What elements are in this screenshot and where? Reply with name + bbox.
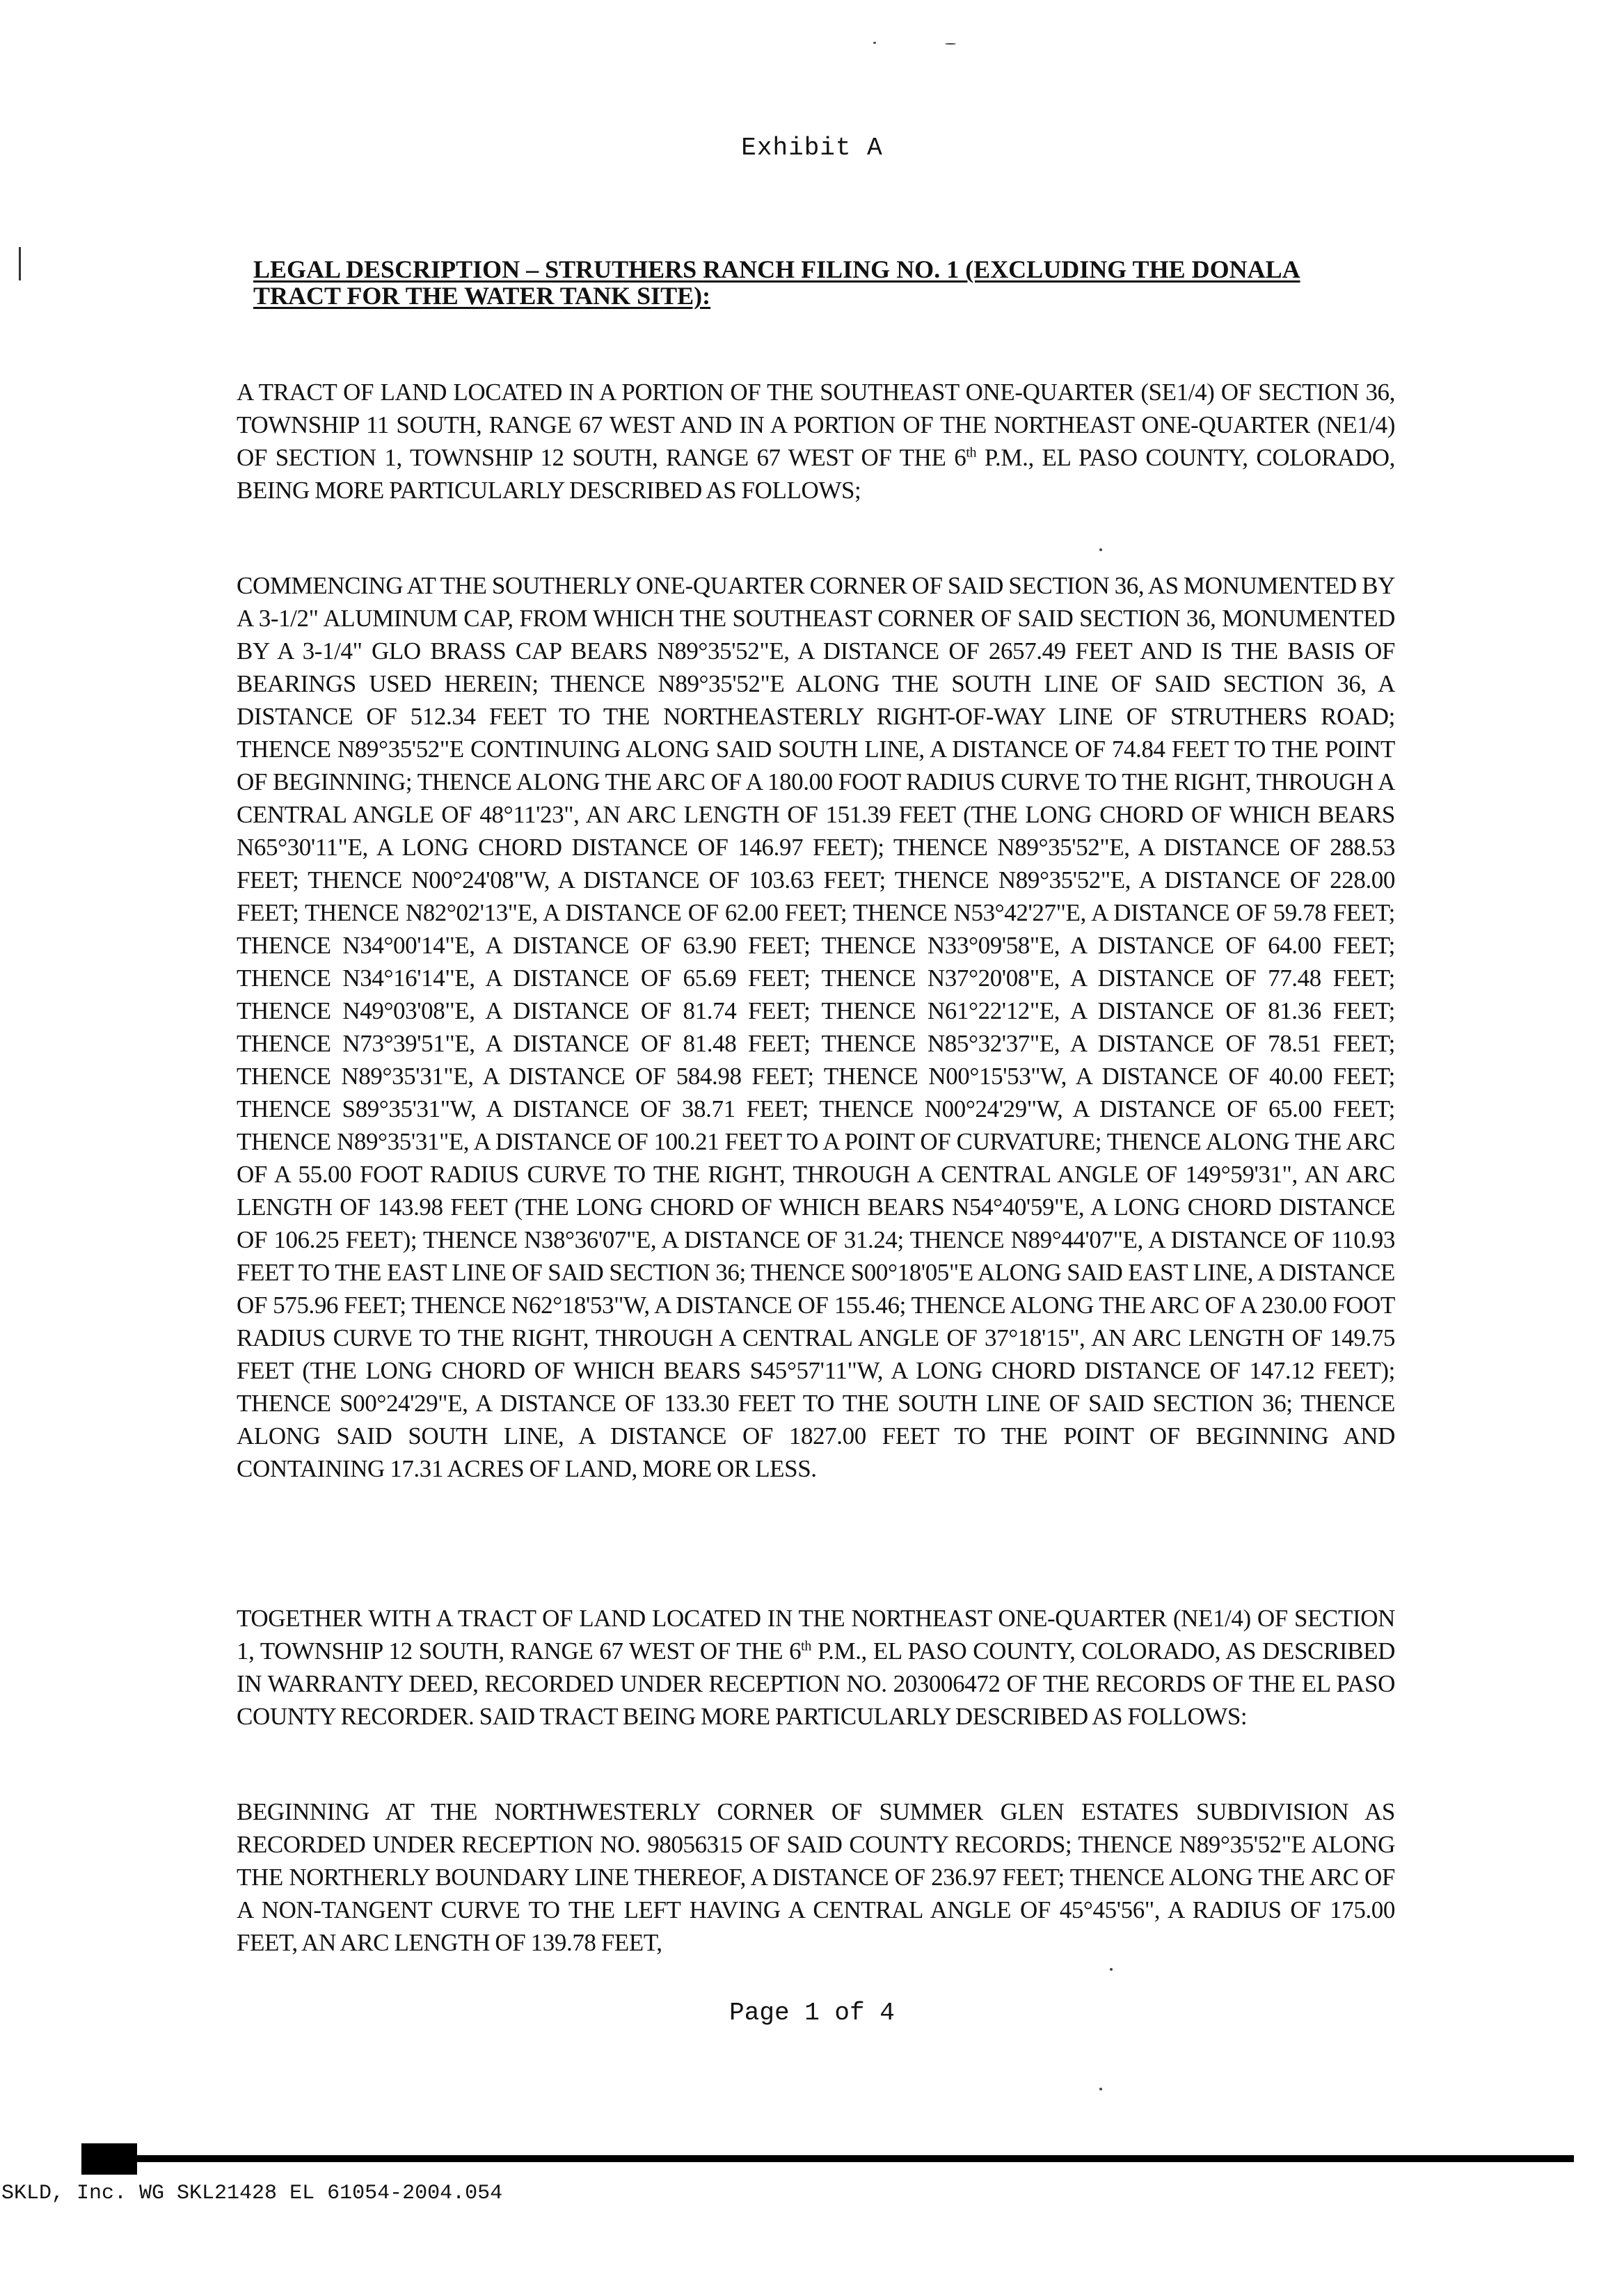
scan-speck [945,43,956,45]
scan-bar [81,2155,1574,2162]
margin-mark [19,247,21,280]
footer-reference: SKLD, Inc. WG SKL21428 EL 61054-2004.054 [1,2182,503,2205]
paragraph-tract-description: A TRACT OF LAND LOCATED IN A PORTION OF THE SOUTHEAST ONE-QUARTER (SE1/4) OF SECTION 36, TOWNSHIP 11 SOUTH, RANGE 67 WEST AND IN A PORTION OF THE NORTHEAST ONE-QUARTER (NE1/4) OF SECTION 1, TOWNSHIP 12 SOUTH, RANGE 67 WEST OF THE 6th P.M., EL PASO COUNTY, COLORADO, BEING MORE PARTICULARLY DESCRIBED AS FOLLOWS; [237,379,1395,504]
page-number: Page 1 of 4 [729,1999,895,2027]
heading-line-2: TRACT FOR THE WATER TANK SITE): [253,282,711,310]
paragraph-commencing: COMMENCING AT THE SOUTHERLY ONE-QUARTER CORNER OF SAID SECTION 36, AS MONUMENTED BY A 3-1/2" ALUMINUM CAP, FROM WHICH THE SOUTHEAST CORNER OF SAID SECTION 36, MONUMENTED BY A 3-1/4" GLO BRASS CAP BEARS N89°35'52"E, A DISTANCE OF 2657.49 FEET AND IS THE BASIS OF BEARINGS USED HEREIN; THENCE N89°35'52"E ALONG THE SOUTH LINE OF SAID SECTION 36, A DISTANCE OF 512.34 FEET TO THE NORTHEASTERLY RIGHT-OF-WAY LINE OF STRUTHERS ROAD; THENCE N89°35'52"E CONTINUING ALONG SAID SOUTH LINE, A DISTANCE OF 74.84 FEET TO THE POINT OF BEGINNING; THENCE ALONG THE ARC OF A 180.00 FOOT RADIUS CURVE TO THE RIGHT, THROUGH A CENTRAL ANGLE OF 48°11'23", AN ARC LENGTH OF 151.39 FEET (THE LONG CHORD OF WHICH BEARS N65°30'11"E, A LONG CHORD DISTANCE OF 146.97 FEET); THENCE N89°35'52"E, A DISTANCE OF 288.53 FEET; THENCE N00°24'08"W, A DISTANCE OF 103.63 FEET; THENCE N89°35'52"E, A DISTANCE OF 228.00 FEET; THENCE N82°02'13"E, A DISTANCE OF 62.00 FEET; THENCE N53°42'27"E, A DISTANCE OF 59.78 FEET; THENCE N34°00'14"E, A DISTANCE OF 63.90 FEET; THENCE N33°09'58"E, A DISTANCE OF 64.00 FEET; THENCE N34°16'14"E, A DISTANCE OF 65.69 FEET; THENCE N37°20'08"E, A DISTANCE OF 77.48 FEET; THENCE N49°03'08"E, A DISTANCE OF 81.74 FEET; THENCE N61°22'12"E, A DISTANCE OF 81.36 FEET; THENCE N73°39'51"E, A DISTANCE OF 81.48 FEET; THENCE N85°32'37"E, A DISTANCE OF 78.51 FEET; THENCE N89°35'31"E, A DISTANCE OF 584.98 FEET; THENCE N00°15'53"W, A DISTANCE OF 40.00 FEET; THENCE S89°35'31"W, A DISTANCE OF 38.71 FEET; THENCE N00°24'29"W, A DISTANCE OF 65.00 FEET; THENCE N89°35'31"E, A DISTANCE OF 100.21 FEET TO A POINT OF CURVATURE; THENCE ALONG THE ARC OF A 55.00 FOOT RADIUS CURVE TO THE RIGHT, THROUGH A CENTRAL ANGLE OF 149°59'31", AN ARC LENGTH OF 143.98 FEET (THE LONG CHORD OF WHICH BEARS N54°40'59"E, A LONG CHORD DISTANCE OF 106.25 FEET); THENCE N38°36'07"E, A DISTANCE OF 31.24; THENCE N89°44'07"E, A DISTANCE OF 110.93 FEET TO THE EAST LINE OF SAID SECTION 36; THENCE S00°18'05"E ALONG SAID EAST LINE, A DISTANCE OF 575.96 FEET; THENCE N62°18'53"W, A DISTANCE OF 155.46; THENCE ALONG THE ARC OF A 230.00 FOOT RADIUS CURVE TO THE RIGHT, THROUGH A CENTRAL ANGLE OF 37°18'15", AN ARC LENGTH OF 149.75 FEET (THE LONG CHORD OF WHICH BEARS S45°57'11"W, A LONG CHORD DISTANCE OF 147.12 FEET); THENCE S00°24'29"E, A DISTANCE OF 133.30 FEET TO THE SOUTH LINE OF SAID SECTION 36; THENCE ALONG SAID SOUTH LINE, A DISTANCE OF 1827.00 FEET TO THE POINT OF BEGINNING AND CONTAINING 17.31 ACRES OF LAND, MORE OR LESS. [237,572,1395,1482]
paragraph-beginning: BEGINNING AT THE NORTHWESTERLY CORNER OF SUMMER GLEN ESTATES SUBDIVISION AS RECORDED UNDER RECEPTION NO. 98056315 OF SAID COUNTY RECORDS; THENCE N89°35'52"E ALONG THE NORTHERLY BOUNDARY LINE THEREOF, A DISTANCE OF 236.97 FEET; THENCE ALONG THE ARC OF A NON-TANGENT CURVE TO THE LEFT HAVING A CENTRAL ANGLE OF 45°45'56", A RADIUS OF 175.00 FEET, AN ARC LENGTH OF 139.78 FEET, [237,1798,1395,1956]
scan-speck [1099,548,1102,551]
scan-speck [1110,1968,1113,1971]
legal-description-heading [253,256,1394,309]
scan-speck [873,42,876,44]
paragraph-together-with: TOGETHER WITH A TRACT OF LAND LOCATED IN THE NORTHEAST ONE-QUARTER (NE1/4) OF SECTION 1, TOWNSHIP 12 SOUTH, RANGE 67 WEST OF THE 6th P.M., EL PASO COUNTY, COLORADO, AS DESCRIBED IN WARRANTY DEED, RECORDED UNDER RECEPTION NO. 203006472 OF THE RECORDS OF THE EL PASO COUNTY RECORDER. SAID TRACT BEING MORE PARTICULARLY DESCRIBED AS FOLLOWS: [237,1605,1395,1730]
heading-line-1: LEGAL DESCRIPTION – STRUTHERS RANCH FILING NO. 1 (EXCLUDING THE DONALA [253,255,1300,283]
exhibit-title: Exhibit A [741,134,883,162]
scan-speck [1099,2088,1102,2090]
